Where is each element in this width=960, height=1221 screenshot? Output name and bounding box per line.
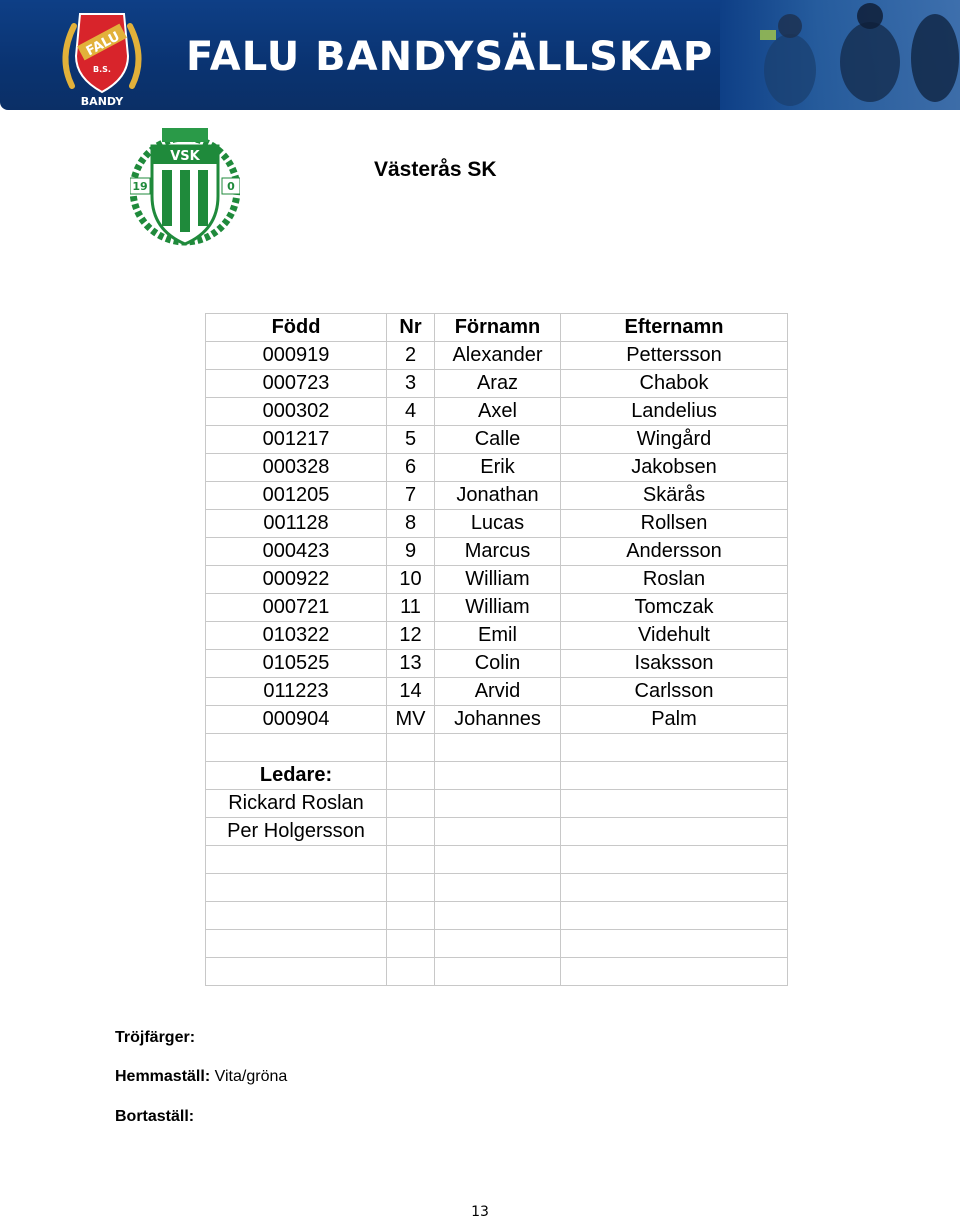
banner-photo: [720, 0, 960, 110]
roster-table: [205, 313, 788, 986]
empty-cell: [206, 846, 387, 874]
firstname-cell: Alexander: [435, 342, 561, 370]
lastname-cell: Videhult: [561, 622, 788, 650]
firstname-cell: Marcus: [435, 538, 561, 566]
number-cell: 14: [387, 678, 435, 706]
player-row: [206, 566, 788, 594]
roster-body: [206, 342, 788, 986]
empty-cell: [435, 958, 561, 986]
number-cell: 3: [387, 370, 435, 398]
born-cell: 000721: [206, 594, 387, 622]
club-logo-year-right: 0: [227, 180, 235, 193]
empty-cell: [435, 734, 561, 762]
player-row: [206, 426, 788, 454]
empty-cell: [435, 846, 561, 874]
leaders-label: Ledare:: [206, 762, 387, 790]
lastname-cell: Rollsen: [561, 510, 788, 538]
away-kit-row: [115, 1108, 194, 1126]
header-banner: [0, 0, 960, 110]
lastname-cell: Pettersson: [561, 342, 788, 370]
skater-silhouettes: [720, 0, 960, 110]
club-logo-text: VSK: [170, 149, 200, 164]
born-cell: 000328: [206, 454, 387, 482]
lastname-cell: Isaksson: [561, 650, 788, 678]
born-cell: 001128: [206, 510, 387, 538]
empty-cell: [435, 902, 561, 930]
empty-row: [206, 846, 788, 874]
empty-cell: [387, 958, 435, 986]
born-cell: 000922: [206, 566, 387, 594]
empty-cell: [387, 790, 435, 818]
firstname-cell: Lucas: [435, 510, 561, 538]
empty-cell: [561, 958, 788, 986]
player-row: [206, 538, 788, 566]
empty-cell: [206, 902, 387, 930]
jersey-colors-label: Tröjfärger:: [115, 1029, 196, 1046]
player-row: [206, 706, 788, 734]
firstname-cell: William: [435, 566, 561, 594]
empty-row: [206, 734, 788, 762]
empty-cell: [435, 930, 561, 958]
number-cell: 2: [387, 342, 435, 370]
firstname-cell: Colin: [435, 650, 561, 678]
player-row: [206, 510, 788, 538]
lastname-cell: Tomczak: [561, 594, 788, 622]
number-cell: 10: [387, 566, 435, 594]
empty-cell: [206, 734, 387, 762]
empty-cell: [561, 902, 788, 930]
player-row: [206, 678, 788, 706]
leader-row: [206, 790, 788, 818]
empty-cell: [435, 874, 561, 902]
home-kit-row: [115, 1068, 287, 1086]
lastname-cell: Carlsson: [561, 678, 788, 706]
player-row: [206, 398, 788, 426]
firstname-cell: Calle: [435, 426, 561, 454]
born-cell: 000423: [206, 538, 387, 566]
lastname-cell: Skärås: [561, 482, 788, 510]
firstname-cell: Emil: [435, 622, 561, 650]
empty-cell: [435, 818, 561, 846]
born-cell: 001217: [206, 426, 387, 454]
born-cell: 000904: [206, 706, 387, 734]
club-name: Västerås SK: [374, 158, 497, 181]
number-cell: 8: [387, 510, 435, 538]
empty-cell: [561, 762, 788, 790]
empty-cell: [435, 762, 561, 790]
born-cell: 000302: [206, 398, 387, 426]
lastname-cell: Palm: [561, 706, 788, 734]
empty-cell: [561, 818, 788, 846]
number-cell: 6: [387, 454, 435, 482]
number-cell: 9: [387, 538, 435, 566]
page-number: 13: [471, 1204, 489, 1220]
number-cell: 12: [387, 622, 435, 650]
lastname-cell: Chabok: [561, 370, 788, 398]
empty-row: [206, 902, 788, 930]
empty-cell: [387, 930, 435, 958]
number-cell: 13: [387, 650, 435, 678]
empty-cell: [387, 846, 435, 874]
lastname-cell: Roslan: [561, 566, 788, 594]
col-header-number: Nr: [387, 314, 435, 342]
player-row: [206, 454, 788, 482]
empty-cell: [387, 734, 435, 762]
empty-cell: [387, 762, 435, 790]
vsk-club-logo: [130, 126, 240, 250]
empty-cell: [206, 958, 387, 986]
empty-cell: [387, 818, 435, 846]
empty-cell: [387, 874, 435, 902]
header-title: FALU BANDYSÄLLSKAP: [186, 34, 714, 80]
club-logo-year-left: 19: [132, 180, 148, 193]
falu-bs-logo: [52, 8, 152, 108]
leader-name: Rickard Roslan: [206, 790, 387, 818]
empty-cell: [561, 930, 788, 958]
empty-cell: [561, 846, 788, 874]
empty-cell: [561, 734, 788, 762]
empty-cell: [561, 874, 788, 902]
empty-cell: [387, 902, 435, 930]
born-cell: 011223: [206, 678, 387, 706]
col-header-born: Född: [206, 314, 387, 342]
firstname-cell: Jonathan: [435, 482, 561, 510]
leader-row: [206, 818, 788, 846]
col-header-firstname: Förnamn: [435, 314, 561, 342]
player-row: [206, 594, 788, 622]
firstname-cell: Araz: [435, 370, 561, 398]
away-kit-label: Bortaställ:: [115, 1108, 195, 1125]
firstname-cell: Erik: [435, 454, 561, 482]
player-row: [206, 370, 788, 398]
lastname-cell: Jakobsen: [561, 454, 788, 482]
player-row: [206, 622, 788, 650]
born-cell: 000723: [206, 370, 387, 398]
logo-sub-text: B.S.: [93, 65, 111, 74]
firstname-cell: William: [435, 594, 561, 622]
leaders-label-row: [206, 762, 788, 790]
empty-row: [206, 958, 788, 986]
player-row: [206, 482, 788, 510]
home-kit-label: Hemmaställ:: [115, 1068, 211, 1085]
lastname-cell: Landelius: [561, 398, 788, 426]
empty-cell: [561, 790, 788, 818]
home-kit-value: Vita/gröna: [214, 1068, 288, 1085]
empty-cell: [206, 930, 387, 958]
logo-top-text: FALU: [83, 29, 123, 60]
header-row: [206, 314, 788, 342]
firstname-cell: Arvid: [435, 678, 561, 706]
empty-cell: [435, 790, 561, 818]
col-header-lastname: Efternamn: [561, 314, 788, 342]
born-cell: 001205: [206, 482, 387, 510]
number-cell: 5: [387, 426, 435, 454]
leader-name: Per Holgersson: [206, 818, 387, 846]
firstname-cell: Johannes: [435, 706, 561, 734]
born-cell: 010322: [206, 622, 387, 650]
player-row: [206, 650, 788, 678]
born-cell: 000919: [206, 342, 387, 370]
number-cell: 7: [387, 482, 435, 510]
lastname-cell: Andersson: [561, 538, 788, 566]
born-cell: 010525: [206, 650, 387, 678]
number-cell: MV: [387, 706, 435, 734]
number-cell: 4: [387, 398, 435, 426]
empty-row: [206, 874, 788, 902]
lastname-cell: Wingård: [561, 426, 788, 454]
logo-bottom-text: BANDY: [80, 95, 124, 108]
firstname-cell: Axel: [435, 398, 561, 426]
number-cell: 11: [387, 594, 435, 622]
empty-cell: [206, 874, 387, 902]
player-row: [206, 342, 788, 370]
empty-row: [206, 930, 788, 958]
